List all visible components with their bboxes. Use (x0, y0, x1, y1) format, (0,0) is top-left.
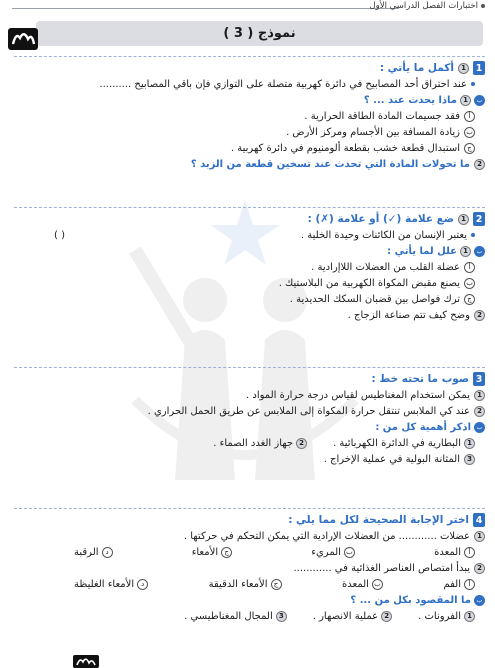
item-number: 2 (296, 438, 307, 449)
option-letter: أ (464, 579, 475, 590)
option[interactable] (209, 579, 282, 590)
sub-tag: ب (474, 246, 485, 257)
item-letter: ج (464, 294, 475, 305)
item-text: الفرونات . (418, 610, 461, 622)
option-text: الأمعاء الغليظة (74, 578, 135, 590)
list-item (14, 124, 485, 140)
item-number: 2 (381, 611, 392, 622)
list-item (213, 438, 307, 449)
sub-title: علل لما يأتي : (387, 245, 457, 257)
bullet-icon (471, 233, 475, 237)
section-header (14, 211, 485, 227)
option-letter: ج (271, 579, 282, 590)
option[interactable] (443, 579, 475, 590)
footer-logo-icon (72, 654, 100, 668)
sub-header (14, 592, 485, 608)
question-text: يعتبر الإنسان من الكائنات وحيدة الخلية . (300, 229, 467, 241)
question-text: يمكن استخدام المغناطيس لقياس درجة حرارة المواد . (246, 389, 470, 401)
part-badge: 2 (474, 406, 485, 417)
sub-header (14, 92, 485, 108)
part-badge: 1 (474, 531, 485, 542)
option-text: الرقبة (74, 546, 99, 558)
part-badge: 1 (474, 390, 485, 401)
question-text: عضلات ............ من العضلات الإرادية التي يمكن التحكم في حركتها . (183, 530, 470, 542)
item-text: عضلة القلب من العضلات اللاإرادية . (311, 261, 460, 273)
option-text: المريء (311, 546, 341, 558)
item-text: فقد جسيمات المادة الطاقة الحرارية . (304, 110, 460, 122)
sub-tag: ب (474, 595, 485, 606)
sub-title: ماذا يحدث عند ... ؟ (363, 94, 457, 106)
question-text: ما تحولات المادة التي تحدث عند تسخين قطعة من الزبد ؟ (190, 158, 470, 170)
question-text: وضح كيف تتم صناعة الزجاج . (347, 309, 470, 321)
header-bullet (481, 4, 485, 8)
part-badge: 1 (460, 95, 471, 106)
option-letter: ج (221, 547, 232, 558)
option-letter: د (102, 547, 113, 558)
option-letter: د (137, 579, 148, 590)
section-header (14, 512, 485, 528)
sub-tag: ب (474, 422, 485, 433)
header-label: اختبارات الفصل الدراسي الأول (369, 1, 478, 11)
section-divider (14, 207, 485, 208)
sub-title: ما المقصود بكل من ... ؟ (350, 594, 471, 606)
question-line (14, 307, 485, 323)
option[interactable] (74, 579, 148, 590)
part-badge: 1 (460, 246, 471, 257)
option[interactable] (434, 547, 475, 558)
item-number: 1 (464, 611, 475, 622)
options-row (14, 576, 485, 592)
item-letter: ب (464, 127, 475, 138)
option[interactable] (342, 579, 383, 590)
item-letter: ب (464, 278, 475, 289)
question-line (14, 156, 485, 172)
question-line (14, 227, 485, 243)
section-title: اختر الإجابة الصحيحة لكل مما يلي : (288, 514, 469, 526)
option[interactable] (74, 547, 113, 558)
section-header (14, 60, 485, 76)
option-text: الأمعاء (191, 546, 219, 558)
section-1 (14, 56, 485, 172)
part-badge: 2 (474, 310, 485, 321)
sub-tag: ب (474, 95, 485, 106)
question-line (14, 387, 485, 403)
item-letter: أ (464, 262, 475, 273)
header-rule (12, 8, 399, 9)
section-number: 3 (473, 372, 485, 386)
answer-parentheses: ( ) (54, 229, 65, 241)
part-badge: 1 (458, 214, 469, 225)
list-item (14, 291, 485, 307)
list-item (333, 438, 475, 449)
question-line (14, 560, 485, 576)
item-number: 3 (276, 611, 287, 622)
section-3 (14, 367, 485, 467)
options-row (14, 544, 485, 560)
section-title: أكمل ما يأتي : (379, 62, 454, 74)
section-divider (14, 508, 485, 509)
item-letter: أ (464, 111, 475, 122)
item-text: المثانة البولية في عملية الإخراج . (323, 453, 460, 465)
option-letter: ب (372, 579, 383, 590)
question-line (14, 403, 485, 419)
section-number: 2 (473, 212, 485, 226)
section-divider (14, 56, 485, 57)
option-text: الأمعاء الدقيقة (208, 578, 268, 590)
list-item (14, 275, 485, 291)
item-letter: ج (464, 143, 475, 154)
item-text: المجال المغناطيسي . (184, 610, 273, 622)
title-bar (36, 21, 483, 46)
list-item (14, 108, 485, 124)
part-badge: 2 (474, 563, 485, 574)
part-badge: 1 (458, 63, 469, 74)
section-4 (14, 508, 485, 624)
item-number: 3 (464, 454, 475, 465)
page-title: نموذج ( 3 ) (223, 26, 296, 41)
section-number: 1 (473, 61, 485, 75)
question-line (14, 528, 485, 544)
list-item (184, 611, 287, 622)
item-text: ترك فواصل بين قضبان السكك الحديدية . (289, 293, 460, 305)
brand-logo-icon (6, 24, 40, 54)
option-text: المعدة (434, 546, 461, 558)
item-number: 1 (464, 438, 475, 449)
header-text (369, 1, 485, 11)
list-item (14, 451, 485, 467)
sub-header (14, 419, 485, 435)
option-text: الفم (443, 578, 461, 590)
item-text: زيادة المسافة بين الأجسام ومركز الأرض . (286, 126, 460, 138)
sub-header (14, 243, 485, 259)
bullet-icon (471, 82, 475, 86)
question-text: عند احتراق أحد المصابيح في دائرة كهربية متصلة على التوازي فإن باقي المصابيح .......... (99, 78, 467, 90)
item-text: البطارية في الدائرة الكهربائية . (333, 437, 461, 449)
option-text: المعدة (342, 578, 369, 590)
section-number: 4 (473, 513, 485, 527)
list-item (14, 140, 485, 156)
item-text: يصنع مقبض المكواة الكهربية من البلاستيك . (278, 277, 460, 289)
section-divider (14, 367, 485, 368)
section-title: ضع علامة (✓) أو علامة (✗) : (307, 213, 454, 225)
option-letter: أ (464, 547, 475, 558)
option[interactable] (192, 547, 232, 558)
sub-title: اذكر أهمية كل من : (375, 421, 471, 433)
list-item (418, 611, 475, 622)
section-title: صوب ما تحته خط : (371, 373, 469, 385)
item-text: استبدال قطعة خشب بقطعة ألومنيوم في دائرة كهربية . (230, 142, 460, 154)
item-row (14, 608, 485, 624)
option[interactable] (311, 547, 355, 558)
section-2 (14, 207, 485, 323)
part-badge: 2 (474, 159, 485, 170)
item-text: جهاز الغدد الصماء . (213, 437, 294, 449)
question-line (14, 76, 485, 92)
question-text: يبدأ امتصاص العناصر الغذائية في ............ (293, 562, 470, 574)
item-text: عملية الانصهار . (312, 610, 379, 622)
list-item (14, 259, 485, 275)
option-letter: ب (344, 547, 355, 558)
list-item (313, 611, 392, 622)
question-text: عند كي الملابس تنتقل حرارة المكواة إلى الملابس عن طريق الحمل الحراري . (147, 405, 470, 417)
item-row (14, 435, 485, 451)
section-header (14, 371, 485, 387)
